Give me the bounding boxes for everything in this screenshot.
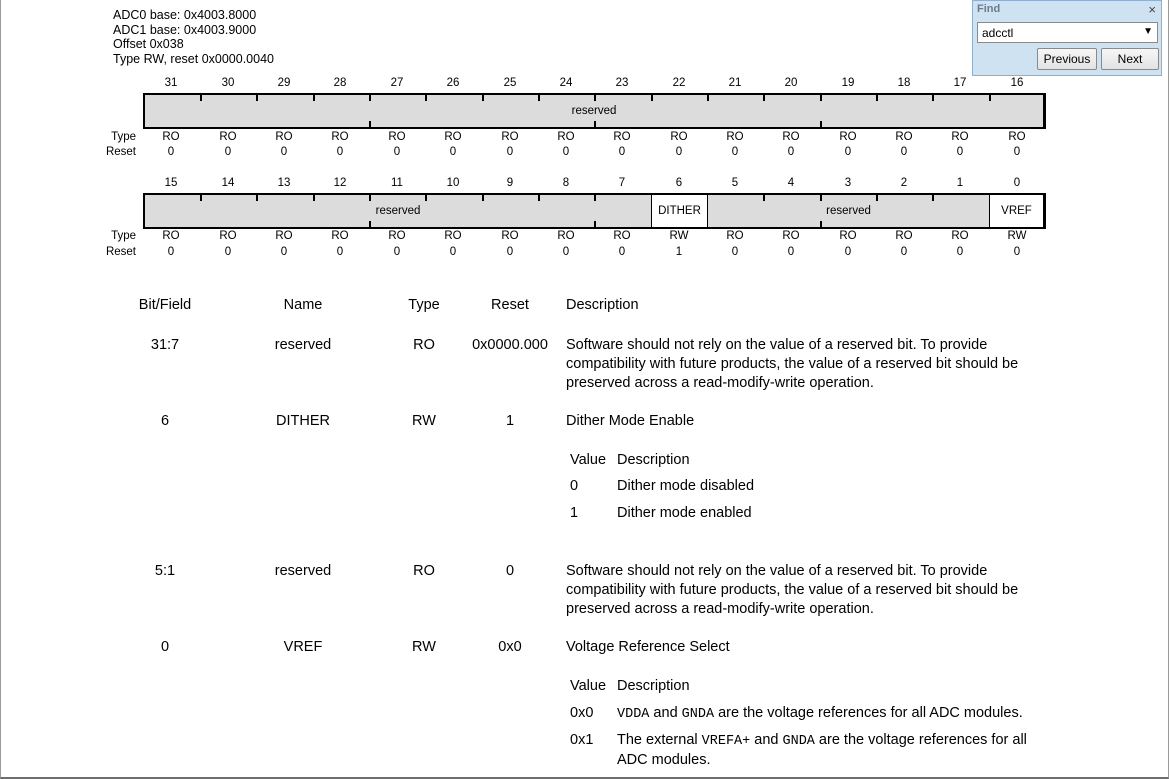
value-code: 0x0 <box>570 705 594 721</box>
signal-name: VDDA <box>617 707 650 722</box>
bit-type: RO <box>895 131 913 143</box>
bit-tick <box>594 195 596 201</box>
bit-number: 31 <box>164 77 178 89</box>
offset-text: Offset 0x038 <box>113 37 184 52</box>
adc0-base-text: ADC0 base: 0x4003.8000 <box>113 8 257 22</box>
bit-number: 26 <box>446 77 460 89</box>
row-name: DITHER <box>276 413 330 429</box>
bit-tick <box>538 195 540 201</box>
row-type: RO <box>413 337 435 353</box>
find-toolbar <box>972 0 1162 76</box>
bit-number: 2 <box>900 177 908 189</box>
bit-type: RW <box>1007 230 1027 242</box>
find-query-text: adcctl <box>982 26 1014 40</box>
bit-type: RO <box>557 230 575 242</box>
bit-number: 25 <box>503 77 517 89</box>
signal-name: GNDA <box>681 707 715 722</box>
bit-tick <box>876 195 878 201</box>
value-description: Dither mode disabled <box>617 478 755 494</box>
bit-tick <box>763 195 765 201</box>
bit-number: 30 <box>221 77 235 89</box>
register-bar-lower <box>143 193 1046 229</box>
bit-type: RO <box>388 131 406 143</box>
row-description: Voltage Reference Select <box>566 639 730 655</box>
bit-number: 9 <box>506 177 514 189</box>
bit-number: 4 <box>787 177 795 189</box>
column-header-description: Description <box>566 297 639 313</box>
row-name: reserved <box>274 563 332 579</box>
bit-tick <box>482 95 484 101</box>
bit-type: RO <box>951 131 969 143</box>
bit-type: RO <box>557 131 575 143</box>
type-row-label: Type <box>111 230 136 242</box>
bit-reset: 0 <box>336 146 344 158</box>
signal-name: VREFA+ <box>701 734 751 749</box>
bit-type: RO <box>726 230 744 242</box>
field-reserved-upper: reserved <box>145 195 652 227</box>
bit-number: 14 <box>221 177 235 189</box>
bit-reset: 0 <box>167 146 175 158</box>
bit-number: 6 <box>675 177 683 189</box>
bit-tick <box>200 95 202 101</box>
bit-number: 15 <box>164 177 178 189</box>
bit-type: RO <box>726 131 744 143</box>
caret-down-icon[interactable]: ▼ <box>1143 26 1153 37</box>
bit-number: 16 <box>1010 77 1024 89</box>
bit-tick <box>256 195 258 201</box>
find-search-input[interactable] <box>977 22 1158 43</box>
bit-reset: 0 <box>336 246 344 258</box>
bit-number: 3 <box>844 177 852 189</box>
row-name: VREF <box>283 639 323 655</box>
bit-reset: 0 <box>393 246 401 258</box>
bit-reset: 0 <box>224 146 232 158</box>
row-description: Software should not rely on the value of a reserved bit. To provide compatibility with future products, the value of a reserved bit should be preserved across a read-modify-write operation. <box>566 563 1019 617</box>
bit-reset: 0 <box>900 146 908 158</box>
bit-type: RO <box>388 230 406 242</box>
bit-number: 23 <box>615 77 629 89</box>
bit-number: 21 <box>728 77 742 89</box>
bit-tick <box>313 195 315 201</box>
bit-number: 1 <box>956 177 964 189</box>
adc1-base-text: ADC1 base: 0x4003.9000 <box>113 22 257 37</box>
bit-reset: 0 <box>393 146 401 158</box>
row-type: RW <box>412 639 436 655</box>
bit-reset: 0 <box>675 146 683 158</box>
column-header-name: Name <box>283 297 323 313</box>
row-reset: 0x0000.000 <box>472 337 548 353</box>
bit-reset: 0 <box>562 146 570 158</box>
row-bits: 0 <box>160 639 170 655</box>
bit-number: 17 <box>953 77 967 89</box>
bit-reset: 0 <box>731 146 739 158</box>
bit-type: RO <box>275 230 293 242</box>
bit-type: RO <box>275 131 293 143</box>
nibble-tick <box>594 221 596 227</box>
bit-type: RO <box>670 131 688 143</box>
bit-reset: 0 <box>280 146 288 158</box>
bit-tick <box>425 95 427 101</box>
bit-type: RO <box>444 230 462 242</box>
bit-type: RO <box>895 230 913 242</box>
row-description: Software should not rely on the value of a reserved bit. To provide compatibility with future products, the value of a reserved bit should be preserved across a read-modify-write operation. <box>566 337 1019 391</box>
column-header-bitfield: Bit/Field <box>138 297 192 313</box>
bit-tick <box>538 95 540 101</box>
bit-type: RO <box>444 131 462 143</box>
field-vref: VREF <box>990 195 1044 227</box>
bit-tick <box>932 195 934 201</box>
bit-number: 22 <box>672 77 686 89</box>
bit-type: RO <box>162 131 180 143</box>
bit-reset: 0 <box>618 246 626 258</box>
bit-tick <box>820 195 822 201</box>
value-description-header: Description <box>617 678 690 694</box>
bit-reset: 0 <box>280 246 288 258</box>
bit-number: 19 <box>841 77 855 89</box>
column-header-type: Type <box>408 297 440 313</box>
bit-reset: 0 <box>449 146 457 158</box>
bit-reset: 0 <box>562 246 570 258</box>
bit-tick <box>200 195 202 201</box>
bit-type: RO <box>501 131 519 143</box>
bit-reset: 0 <box>844 146 852 158</box>
register-bar-upper <box>143 93 1046 129</box>
bit-reset: 0 <box>731 246 739 258</box>
bit-type: RO <box>331 230 349 242</box>
value-description: Dither mode enabled <box>617 505 752 521</box>
bit-reset: 1 <box>675 246 683 258</box>
nibble-tick <box>594 121 596 127</box>
previous-button[interactable]: Previous <box>1037 48 1097 70</box>
bit-number: 13 <box>277 177 291 189</box>
bit-type: RO <box>782 230 800 242</box>
bit-reset: 0 <box>618 146 626 158</box>
value-code: 0x1 <box>570 732 594 748</box>
bit-type: RO <box>839 131 857 143</box>
bit-reset: 0 <box>506 246 514 258</box>
bit-number: 20 <box>784 77 798 89</box>
bit-reset: 0 <box>1013 246 1021 258</box>
bit-number: 28 <box>333 77 347 89</box>
register-header <box>113 8 274 66</box>
bit-tick <box>594 95 596 101</box>
bit-reset: 0 <box>787 246 795 258</box>
row-reset: 0 <box>505 563 515 579</box>
row-bits: 5:1 <box>154 563 176 579</box>
bit-reset: 0 <box>956 146 964 158</box>
bit-type: RO <box>162 230 180 242</box>
bit-tick <box>256 95 258 101</box>
bit-reset: 0 <box>956 246 964 258</box>
value-column-header: Value <box>570 678 607 694</box>
value-description-header: Description <box>617 452 690 468</box>
bit-number: 29 <box>277 77 291 89</box>
bit-type: RO <box>613 131 631 143</box>
row-reset: 1 <box>505 413 515 429</box>
bit-number: 7 <box>618 177 626 189</box>
bit-number: 27 <box>390 77 404 89</box>
field-dither: DITHER <box>652 195 708 227</box>
bit-number: 0 <box>1013 177 1021 189</box>
reset-row-label: Reset <box>105 246 136 258</box>
bit-tick <box>313 95 315 101</box>
find-title: Find <box>977 3 1001 15</box>
type-reset-text: Type RW, reset 0x0000.0040 <box>113 51 274 66</box>
bit-reset: 0 <box>1013 146 1021 158</box>
bit-type: RO <box>839 230 857 242</box>
row-name: reserved <box>274 337 332 353</box>
bit-type: RO <box>1008 131 1026 143</box>
signal-name: GNDA <box>782 734 815 749</box>
value-description: VDDA and GNDA are the voltage references for all ADC modules. <box>617 705 1023 722</box>
bit-number: 24 <box>559 77 573 89</box>
bit-tick <box>369 95 371 101</box>
bit-number: 18 <box>897 77 911 89</box>
bit-tick <box>707 95 709 101</box>
bit-number: 11 <box>391 177 403 189</box>
reset-row-label: Reset <box>105 146 136 158</box>
value-code: 0 <box>570 478 579 494</box>
bit-reset: 0 <box>787 146 795 158</box>
field-reserved: reserved <box>145 95 1044 127</box>
bit-number: 12 <box>333 177 347 189</box>
bit-type: RO <box>951 230 969 242</box>
bit-tick <box>989 95 991 101</box>
bit-reset: 0 <box>844 246 852 258</box>
bit-tick <box>651 95 653 101</box>
type-row-label: Type <box>111 131 136 143</box>
bit-number: 5 <box>731 177 739 189</box>
close-icon[interactable]: × <box>1148 2 1156 17</box>
row-bits: 6 <box>160 413 170 429</box>
bit-tick <box>482 195 484 201</box>
row-description: Dither Mode Enable <box>566 413 695 429</box>
bit-type: RO <box>331 131 349 143</box>
bit-number: 10 <box>446 177 460 189</box>
bit-reset: 0 <box>167 246 175 258</box>
value-code: 1 <box>570 505 579 521</box>
bit-reset: 0 <box>449 246 457 258</box>
nibble-tick <box>369 221 371 227</box>
bit-number: 8 <box>562 177 570 189</box>
bit-reset: 0 <box>900 246 908 258</box>
value-description: The external VREFA+ and GNDA are the voltage references for all ADC modules. <box>617 732 1027 768</box>
bit-type: RW <box>669 230 689 242</box>
nibble-tick <box>820 221 822 227</box>
bit-reset: 0 <box>506 146 514 158</box>
row-reset: 0x0 <box>498 639 522 655</box>
bit-tick <box>369 195 371 201</box>
bit-type: RO <box>219 230 237 242</box>
bit-type: RO <box>782 131 800 143</box>
bit-type: RO <box>501 230 519 242</box>
bit-tick <box>876 95 878 101</box>
row-bits: 31:7 <box>150 337 180 353</box>
nibble-tick <box>820 121 822 127</box>
value-column-header: Value <box>570 452 607 468</box>
column-header-reset: Reset <box>491 297 529 313</box>
row-type: RW <box>412 413 436 429</box>
bit-tick <box>763 95 765 101</box>
bit-tick <box>932 95 934 101</box>
row-type: RO <box>413 563 435 579</box>
next-button[interactable]: Next <box>1101 48 1159 70</box>
bit-type: RO <box>219 131 237 143</box>
nibble-tick <box>369 121 371 127</box>
field-reserved-lower: reserved <box>708 195 990 227</box>
bit-tick <box>425 195 427 201</box>
bit-tick <box>820 95 822 101</box>
bit-type: RO <box>613 230 631 242</box>
bit-reset: 0 <box>224 246 232 258</box>
